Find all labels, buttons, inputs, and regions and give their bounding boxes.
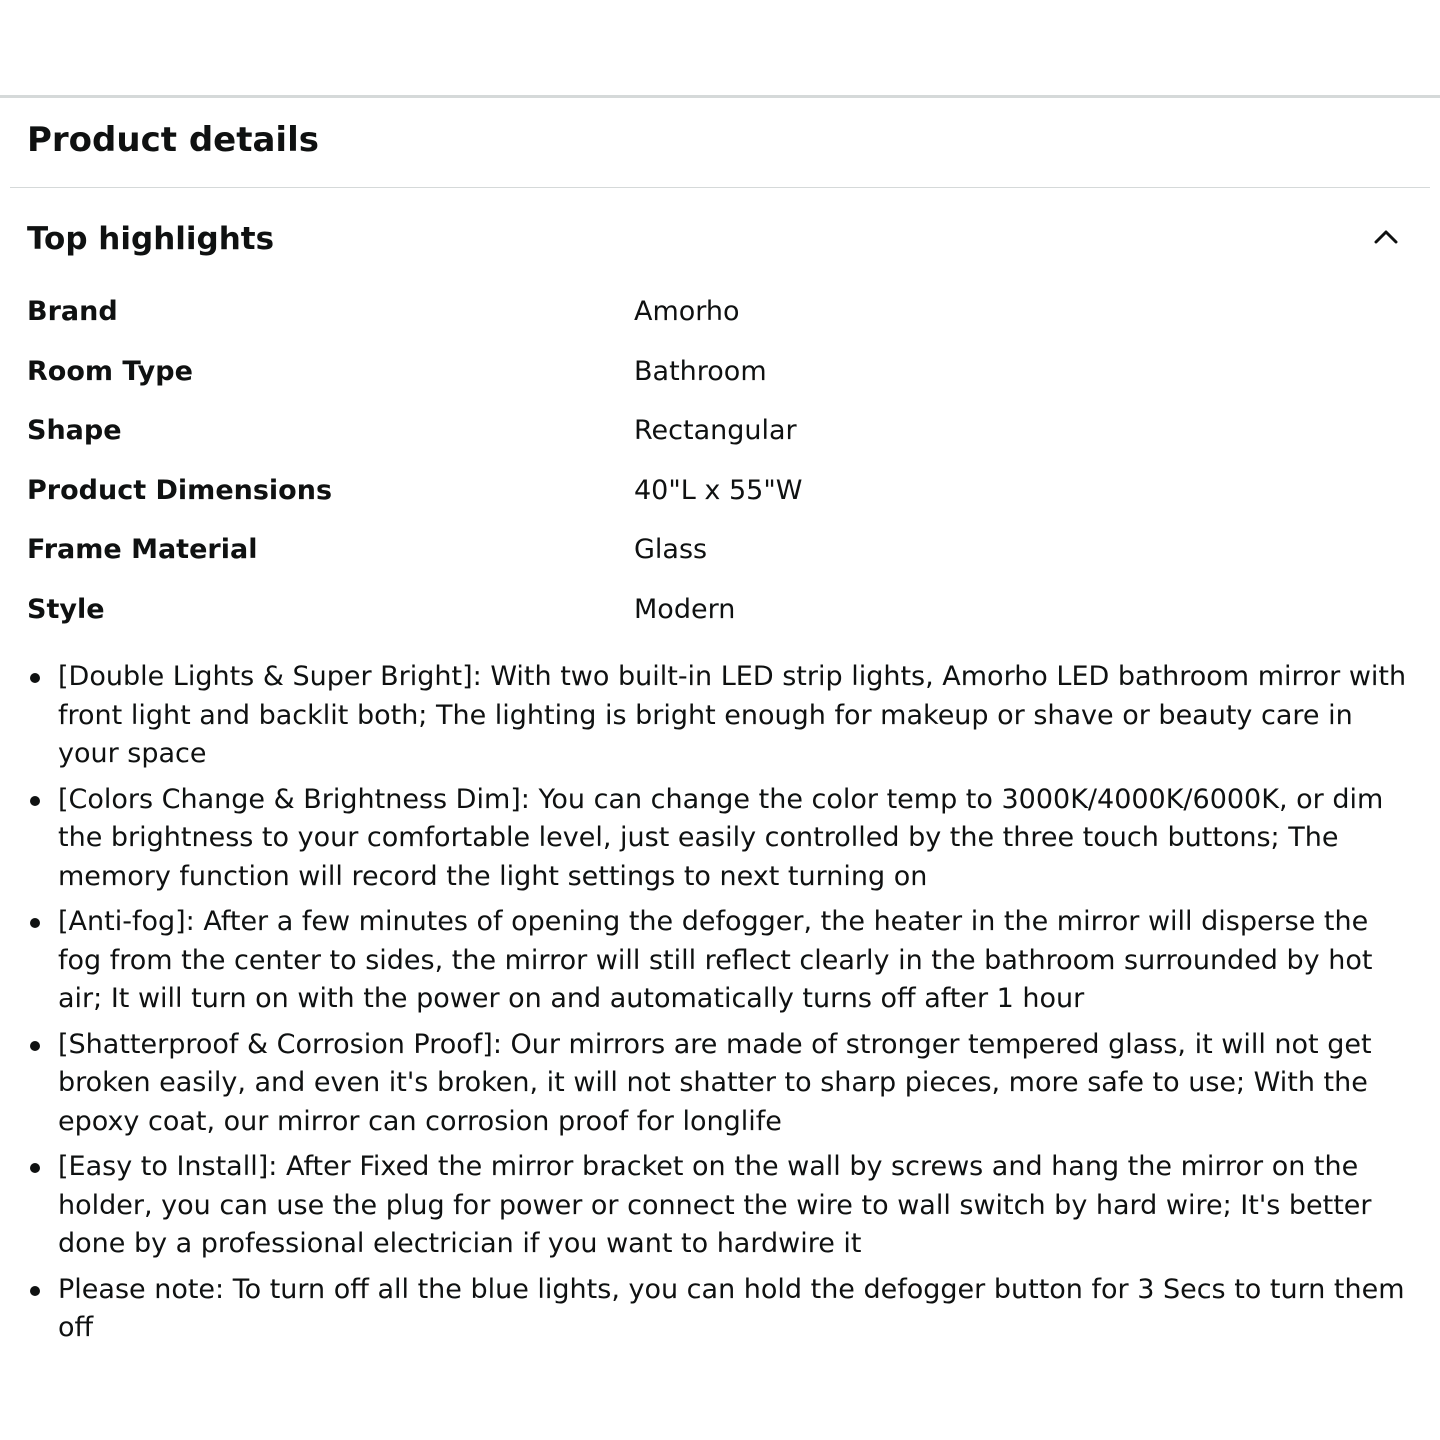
section-divider (10, 187, 1430, 188)
section-title: Top highlights (27, 221, 275, 257)
bullet-dot-icon (30, 1041, 40, 1051)
feature-bullet-text: Please note: To turn off all the blue lights, you can hold the defogger button for 3 Secs to turn them off (58, 1273, 1405, 1343)
bullet-dot-icon (30, 1286, 40, 1296)
spec-label: Brand (27, 296, 118, 327)
feature-bullet-list (0, 658, 1415, 1355)
feature-bullet-text: [Colors Change & Brightness Dim]: You can change the color temp to 3000K/4000K/6000K, or dim the brightness to your comfortable level, just easily controlled by the three touch buttons; The memory function will record the light settings to next turning on (58, 783, 1384, 892)
feature-bullet-text: [Easy to Install]: After Fixed the mirror bracket on the wall by screws and hang the mirror on the holder, you can use the plug for power or connect the wire to wall switch by hard wire; It's better done by a professional electrician if you want to hardwire it (58, 1151, 1372, 1259)
feature-bullet (0, 781, 1415, 897)
spec-label: Shape (27, 415, 122, 446)
feature-bullet (0, 1026, 1415, 1142)
feature-bullet-text: [Shatterproof & Corrosion Proof]: Our mirrors are made of stronger tempered glass, it will not get broken easily, and even it's broken, it will not shatter to sharp pieces, more safe to use; With the epoxy coat, our mirror can corrosion proof for longlife (58, 1028, 1372, 1137)
spec-label: Product Dimensions (27, 474, 333, 506)
spec-value: Rectangular (634, 415, 797, 446)
spec-row-room-type (27, 344, 1407, 404)
feature-bullet (0, 658, 1415, 774)
feature-bullet (0, 903, 1415, 1019)
feature-bullet-text: [Double Lights & Super Bright]: With two built-in LED strip lights, Amorho LED bathroom mirror with front light and backlit both; The lighting is bright enough for makeup or shave or beauty care in your space (58, 661, 1407, 769)
top-divider (0, 95, 1440, 98)
chevron-up-icon (1369, 220, 1403, 254)
spec-value: Amorho (634, 296, 740, 327)
spec-label: Frame Material (27, 534, 258, 565)
feature-bullet (0, 1148, 1415, 1264)
spec-label: Style (27, 593, 105, 625)
feature-bullet (0, 1271, 1415, 1348)
page-title: Product details (27, 120, 319, 160)
spec-value: Bathroom (634, 355, 767, 387)
spec-row-shape (27, 403, 1407, 463)
feature-bullet-text: [Anti-fog]: After a few minutes of opening the defogger, the heater in the mirror will disperse the fog from the center to sides, the mirror will still reflect clearly in the bathroom surrounded by hot air; It will turn on with the power on and automatically turns off after 1 hour (58, 906, 1373, 1014)
bullet-dot-icon (30, 1163, 40, 1173)
bullet-dot-icon (30, 918, 40, 928)
spec-label: Room Type (27, 355, 193, 387)
top-blank-area (0, 0, 1440, 95)
bullet-dot-icon (30, 673, 40, 683)
spec-value: Glass (634, 534, 708, 565)
spec-value: Modern (634, 593, 736, 625)
spec-row-style (27, 582, 1407, 642)
spec-row-frame-material (27, 522, 1407, 582)
spec-row-brand (27, 284, 1407, 344)
spec-value: 40"L x 55"W (634, 474, 803, 506)
collapse-toggle-button[interactable] (1369, 220, 1403, 254)
spec-table (27, 284, 1407, 641)
spec-row-product-dimensions (27, 463, 1407, 523)
bullet-dot-icon (30, 796, 40, 806)
top-highlights-header[interactable] (27, 214, 1417, 266)
